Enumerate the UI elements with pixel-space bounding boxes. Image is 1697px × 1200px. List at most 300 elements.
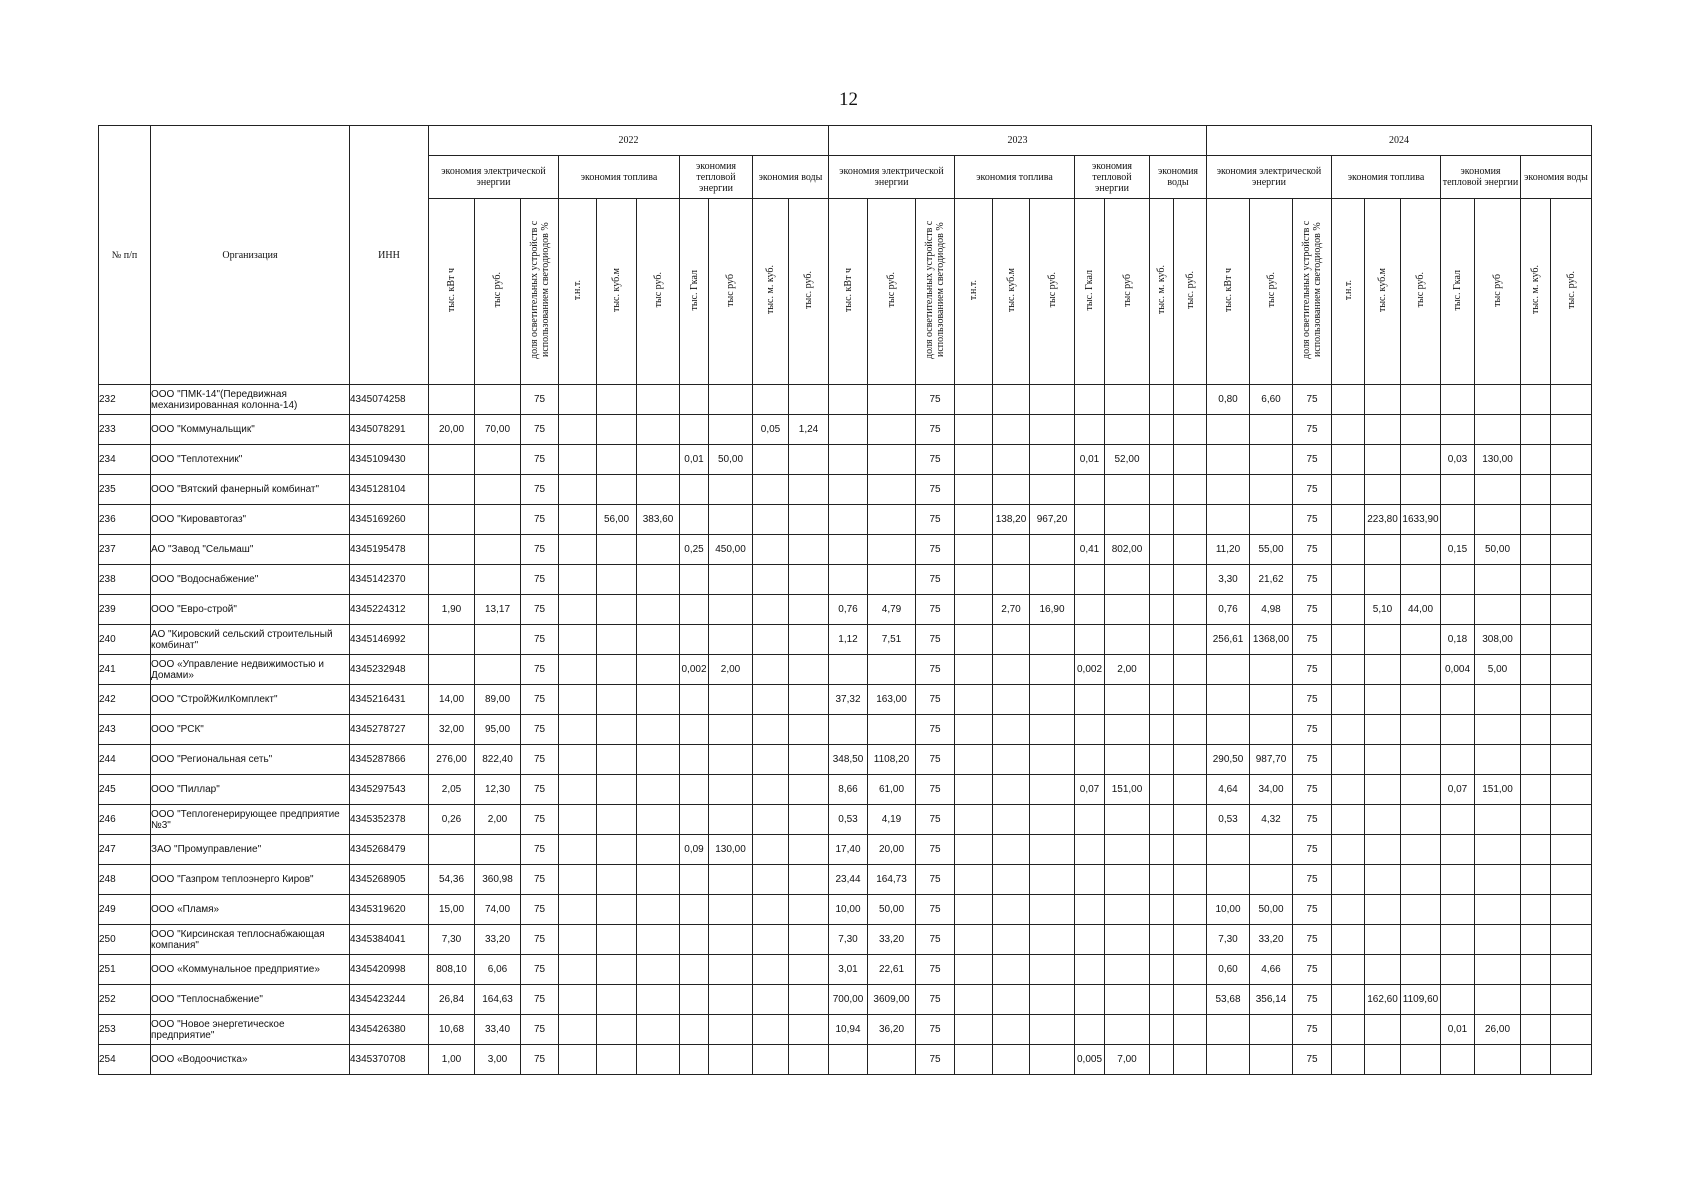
value-cell <box>993 745 1030 775</box>
value-cell <box>1075 385 1105 415</box>
row-index: 237 <box>99 535 151 565</box>
value-cell: 75 <box>916 535 955 565</box>
value-cell <box>1030 1015 1075 1045</box>
value-cell: 75 <box>1293 415 1332 445</box>
value-cell <box>1441 595 1475 625</box>
value-cell <box>475 625 521 655</box>
value-cell <box>597 895 637 925</box>
value-cell <box>429 835 475 865</box>
value-cell <box>709 775 753 805</box>
value-cell <box>1401 445 1441 475</box>
value-cell <box>753 445 789 475</box>
value-cell <box>1365 445 1401 475</box>
value-cell <box>1075 1015 1105 1045</box>
inn-value: 4345370708 <box>350 1045 429 1075</box>
unit-label: тыс. руб. <box>803 271 814 309</box>
value-cell <box>597 625 637 655</box>
value-cell: 75 <box>1293 925 1332 955</box>
value-cell: 7,00 <box>1105 1045 1150 1075</box>
value-cell <box>1105 895 1150 925</box>
value-cell <box>680 565 709 595</box>
value-cell <box>1105 415 1150 445</box>
value-cell: 10,68 <box>429 1015 475 1045</box>
table-row <box>99 445 1592 475</box>
value-cell <box>680 985 709 1015</box>
value-cell: 75 <box>1293 955 1332 985</box>
unit-label: тыс руб. <box>652 272 664 308</box>
value-cell <box>1551 655 1592 685</box>
value-cell <box>1521 715 1551 745</box>
value-cell: 987,70 <box>1250 745 1293 775</box>
value-cell <box>1030 775 1075 805</box>
value-cell <box>1250 415 1293 445</box>
value-cell <box>789 985 829 1015</box>
value-cell <box>680 865 709 895</box>
organization-name: ООО "Вятский фанерный комбинат" <box>151 475 350 505</box>
value-cell: 3,00 <box>475 1045 521 1075</box>
value-cell <box>1475 715 1521 745</box>
value-cell <box>1551 595 1592 625</box>
value-cell: 0,26 <box>429 805 475 835</box>
value-cell <box>680 955 709 985</box>
value-cell <box>1150 925 1174 955</box>
value-cell <box>1475 595 1521 625</box>
header-unit-2023-2 <box>916 199 955 385</box>
value-cell <box>597 865 637 895</box>
value-cell <box>1332 595 1365 625</box>
inn-value: 4345352378 <box>350 805 429 835</box>
value-cell <box>993 625 1030 655</box>
value-cell: 7,30 <box>429 925 475 955</box>
header-unit-2023-9 <box>1174 199 1207 385</box>
header-unit-2024-0 <box>1207 199 1250 385</box>
organization-name: ООО "Газпром теплоэнерго Киров" <box>151 865 350 895</box>
value-cell: 17,40 <box>829 835 868 865</box>
header-year-2024: 2024 <box>1207 126 1592 156</box>
value-cell <box>1401 835 1441 865</box>
value-cell: 75 <box>1293 1015 1332 1045</box>
value-cell <box>637 955 680 985</box>
value-cell <box>753 685 789 715</box>
value-cell <box>955 1045 993 1075</box>
value-cell: 0,80 <box>1207 385 1250 415</box>
value-cell: 0,03 <box>1441 445 1475 475</box>
value-cell: 14,00 <box>429 685 475 715</box>
value-cell: 360,98 <box>475 865 521 895</box>
value-cell <box>789 535 829 565</box>
value-cell: 95,00 <box>475 715 521 745</box>
value-cell <box>753 505 789 535</box>
unit-label: тыс. Гкал <box>688 269 700 311</box>
value-cell <box>1551 985 1592 1015</box>
value-cell <box>753 865 789 895</box>
value-cell <box>637 805 680 835</box>
value-cell: 75 <box>521 385 559 415</box>
value-cell: 0,07 <box>1075 775 1105 805</box>
value-cell <box>1551 955 1592 985</box>
value-cell: 0,07 <box>1441 775 1475 805</box>
value-cell <box>1207 445 1250 475</box>
value-cell <box>1365 565 1401 595</box>
value-cell <box>1551 445 1592 475</box>
header-unit-2022-7 <box>709 199 753 385</box>
value-cell: 75 <box>916 955 955 985</box>
value-cell <box>993 835 1030 865</box>
value-cell <box>1150 505 1174 535</box>
organization-name: ООО «Водоочистка» <box>151 1045 350 1075</box>
value-cell: 75 <box>1293 595 1332 625</box>
value-cell: 33,40 <box>475 1015 521 1045</box>
value-cell <box>753 925 789 955</box>
value-cell <box>1150 865 1174 895</box>
value-cell <box>475 505 521 535</box>
value-cell <box>559 925 597 955</box>
value-cell: 75 <box>1293 865 1332 895</box>
value-cell <box>1332 385 1365 415</box>
value-cell <box>1150 1045 1174 1075</box>
value-cell <box>1365 655 1401 685</box>
value-cell: 130,00 <box>1475 445 1521 475</box>
value-cell <box>709 865 753 895</box>
value-cell: 33,20 <box>1250 925 1293 955</box>
value-cell: 75 <box>916 1015 955 1045</box>
header-year-2023: 2023 <box>829 126 1207 156</box>
value-cell <box>1401 415 1441 445</box>
value-cell: 7,51 <box>868 625 916 655</box>
value-cell: 75 <box>521 415 559 445</box>
value-cell <box>597 475 637 505</box>
value-cell <box>1250 475 1293 505</box>
value-cell <box>1174 625 1207 655</box>
value-cell: 967,20 <box>1030 505 1075 535</box>
value-cell <box>709 625 753 655</box>
row-index: 246 <box>99 805 151 835</box>
value-cell <box>1250 835 1293 865</box>
header-unit-2022-6 <box>680 199 709 385</box>
value-cell <box>789 445 829 475</box>
value-cell <box>429 475 475 505</box>
value-cell: 75 <box>916 655 955 685</box>
value-cell <box>1174 535 1207 565</box>
header-unit-2022-0 <box>429 199 475 385</box>
value-cell <box>829 445 868 475</box>
value-cell <box>680 715 709 745</box>
value-cell <box>637 895 680 925</box>
value-cell <box>1075 565 1105 595</box>
value-cell <box>680 1015 709 1045</box>
unit-label: тыс. куб.м <box>611 267 622 313</box>
value-cell <box>1441 565 1475 595</box>
value-cell <box>1174 415 1207 445</box>
value-cell <box>1551 535 1592 565</box>
value-cell <box>955 925 993 955</box>
value-cell <box>1551 505 1592 535</box>
header-year-2022: 2022 <box>429 126 829 156</box>
header-fuel-savings-2024: экономия топлива <box>1332 156 1441 199</box>
value-cell: 75 <box>1293 535 1332 565</box>
value-cell: 50,00 <box>1475 535 1521 565</box>
value-cell <box>637 565 680 595</box>
value-cell <box>993 655 1030 685</box>
value-cell <box>1551 475 1592 505</box>
value-cell <box>1150 655 1174 685</box>
inn-value: 4345169260 <box>350 505 429 535</box>
value-cell: 0,76 <box>829 595 868 625</box>
unit-label: тыс руб. <box>886 272 897 308</box>
value-cell <box>1401 955 1441 985</box>
value-cell: 75 <box>916 625 955 655</box>
value-cell <box>868 565 916 595</box>
unit-label: тыс. м. куб. <box>765 265 776 315</box>
value-cell: 37,32 <box>829 685 868 715</box>
value-cell <box>709 1045 753 1075</box>
value-cell <box>1250 505 1293 535</box>
value-cell: 75 <box>916 445 955 475</box>
value-cell <box>637 655 680 685</box>
unit-label: тыс. кВт ч <box>842 268 854 312</box>
value-cell <box>1521 625 1551 655</box>
value-cell <box>955 1015 993 1045</box>
value-cell: 4,79 <box>868 595 916 625</box>
value-cell <box>1075 955 1105 985</box>
value-cell <box>1551 715 1592 745</box>
value-cell <box>1332 655 1365 685</box>
value-cell <box>680 895 709 925</box>
value-cell <box>1401 1015 1441 1045</box>
header-unit-2022-9 <box>789 199 829 385</box>
value-cell <box>1401 535 1441 565</box>
value-cell: 44,00 <box>1401 595 1441 625</box>
value-cell <box>1401 895 1441 925</box>
value-cell: 13,17 <box>475 595 521 625</box>
value-cell <box>955 595 993 625</box>
row-index: 248 <box>99 865 151 895</box>
unit-label: тыс руб <box>1121 273 1133 307</box>
value-cell: 1109,60 <box>1401 985 1441 1015</box>
value-cell: 308,00 <box>1475 625 1521 655</box>
value-cell: 36,20 <box>868 1015 916 1045</box>
value-cell <box>429 655 475 685</box>
value-cell: 75 <box>1293 385 1332 415</box>
value-cell <box>789 805 829 835</box>
value-cell: 6,60 <box>1250 385 1293 415</box>
value-cell: 75 <box>521 745 559 775</box>
table-row <box>99 835 1592 865</box>
value-cell <box>1332 895 1365 925</box>
value-cell <box>637 715 680 745</box>
value-cell <box>1521 505 1551 535</box>
value-cell <box>1332 565 1365 595</box>
value-cell: 75 <box>1293 685 1332 715</box>
value-cell <box>559 535 597 565</box>
value-cell: 0,60 <box>1207 955 1250 985</box>
value-cell <box>1207 835 1250 865</box>
value-cell <box>993 1015 1030 1045</box>
inn-value: 4345278727 <box>350 715 429 745</box>
value-cell <box>597 685 637 715</box>
value-cell <box>1150 745 1174 775</box>
value-cell <box>1551 805 1592 835</box>
value-cell <box>789 565 829 595</box>
value-cell: 55,00 <box>1250 535 1293 565</box>
value-cell <box>709 895 753 925</box>
value-cell <box>1030 685 1075 715</box>
inn-value: 4345078291 <box>350 415 429 445</box>
value-cell <box>1365 625 1401 655</box>
value-cell: 33,20 <box>475 925 521 955</box>
header-unit-2023-8 <box>1150 199 1174 385</box>
value-cell: 53,68 <box>1207 985 1250 1015</box>
value-cell <box>1401 805 1441 835</box>
value-cell: 75 <box>521 805 559 835</box>
value-cell <box>597 565 637 595</box>
value-cell <box>1030 805 1075 835</box>
value-cell <box>1332 775 1365 805</box>
value-cell <box>637 775 680 805</box>
value-cell <box>955 565 993 595</box>
value-cell: 0,53 <box>829 805 868 835</box>
value-cell <box>559 955 597 985</box>
value-cell <box>1030 865 1075 895</box>
value-cell <box>1030 895 1075 925</box>
value-cell <box>1551 745 1592 775</box>
value-cell <box>789 865 829 895</box>
value-cell <box>1475 835 1521 865</box>
organization-name: ООО "Региональная сеть" <box>151 745 350 775</box>
value-cell: 75 <box>521 835 559 865</box>
value-cell <box>1441 865 1475 895</box>
value-cell <box>1521 415 1551 445</box>
organization-name: ООО "Теплотехник" <box>151 445 350 475</box>
value-cell <box>680 625 709 655</box>
header-unit-2024-1 <box>1250 199 1293 385</box>
value-cell <box>429 535 475 565</box>
value-cell: 75 <box>1293 505 1332 535</box>
value-cell <box>1401 925 1441 955</box>
value-cell <box>1441 505 1475 535</box>
value-cell <box>1150 415 1174 445</box>
header-unit-2024-5 <box>1401 199 1441 385</box>
value-cell <box>1551 775 1592 805</box>
value-cell <box>1401 565 1441 595</box>
unit-label: тыс. руб. <box>1565 271 1577 309</box>
inn-value: 4345384041 <box>350 925 429 955</box>
unit-label: т.н.т. <box>572 279 583 301</box>
value-cell: 6,06 <box>475 955 521 985</box>
value-cell <box>559 565 597 595</box>
value-cell: 348,50 <box>829 745 868 775</box>
value-cell <box>709 685 753 715</box>
row-index: 241 <box>99 655 151 685</box>
value-cell <box>868 385 916 415</box>
header-unit-2022-2 <box>521 199 559 385</box>
value-cell <box>753 625 789 655</box>
value-cell <box>1551 925 1592 955</box>
value-cell <box>993 475 1030 505</box>
value-cell <box>789 1045 829 1075</box>
value-cell: 54,36 <box>429 865 475 895</box>
value-cell <box>753 895 789 925</box>
organization-name: АО "Завод "Сельмаш" <box>151 535 350 565</box>
header-electric-energy-savings-2022: экономия электрической энергии <box>429 156 559 199</box>
row-index: 236 <box>99 505 151 535</box>
row-index: 245 <box>99 775 151 805</box>
organization-name: ООО "РСК" <box>151 715 350 745</box>
value-cell <box>1475 925 1521 955</box>
table-row <box>99 565 1592 595</box>
organization-name: ООО "Кирсинская теплоснабжающая компания" <box>151 925 350 955</box>
header-unit-2023-4 <box>993 199 1030 385</box>
value-cell <box>1075 415 1105 445</box>
value-cell <box>789 895 829 925</box>
value-cell <box>1075 505 1105 535</box>
inn-value: 4345146992 <box>350 625 429 655</box>
value-cell <box>559 865 597 895</box>
value-cell <box>559 475 597 505</box>
value-cell <box>709 505 753 535</box>
value-cell <box>559 385 597 415</box>
value-cell <box>1401 715 1441 745</box>
header-heat-energy-savings-2024: экономия тепловой энергии <box>1441 156 1521 199</box>
value-cell <box>829 415 868 445</box>
value-cell <box>1441 895 1475 925</box>
value-cell <box>637 445 680 475</box>
value-cell <box>993 715 1030 745</box>
value-cell: 2,70 <box>993 595 1030 625</box>
value-cell <box>1441 805 1475 835</box>
value-cell: 75 <box>916 895 955 925</box>
value-cell <box>1332 745 1365 775</box>
value-cell <box>1150 715 1174 745</box>
value-cell <box>475 475 521 505</box>
unit-label: тыс. куб.м <box>1005 267 1017 313</box>
value-cell <box>1030 385 1075 415</box>
value-cell <box>993 865 1030 895</box>
value-cell <box>1105 835 1150 865</box>
value-cell <box>1441 385 1475 415</box>
header-unit-2023-1 <box>868 199 916 385</box>
value-cell <box>993 805 1030 835</box>
table-row <box>99 895 1592 925</box>
value-cell <box>1475 475 1521 505</box>
value-cell: 1368,00 <box>1250 625 1293 655</box>
value-cell <box>993 445 1030 475</box>
value-cell <box>993 385 1030 415</box>
table-row <box>99 1045 1592 1075</box>
value-cell <box>597 715 637 745</box>
unit-label: тыс. кВт ч <box>446 268 457 312</box>
value-cell <box>559 835 597 865</box>
value-cell <box>1174 445 1207 475</box>
value-cell <box>1207 685 1250 715</box>
value-cell: 3609,00 <box>868 985 916 1015</box>
value-cell: 223,80 <box>1365 505 1401 535</box>
inn-value: 4345287866 <box>350 745 429 775</box>
value-cell <box>680 505 709 535</box>
value-cell: 22,61 <box>868 955 916 985</box>
value-cell: 7,30 <box>829 925 868 955</box>
value-cell <box>1365 835 1401 865</box>
header-heat-energy-savings-2022: экономия тепловой энергии <box>680 156 753 199</box>
value-cell <box>1441 745 1475 775</box>
value-cell <box>1332 475 1365 505</box>
value-cell <box>1401 655 1441 685</box>
value-cell <box>637 415 680 445</box>
value-cell: 1,90 <box>429 595 475 625</box>
value-cell <box>753 805 789 835</box>
value-cell <box>1521 475 1551 505</box>
value-cell <box>993 415 1030 445</box>
